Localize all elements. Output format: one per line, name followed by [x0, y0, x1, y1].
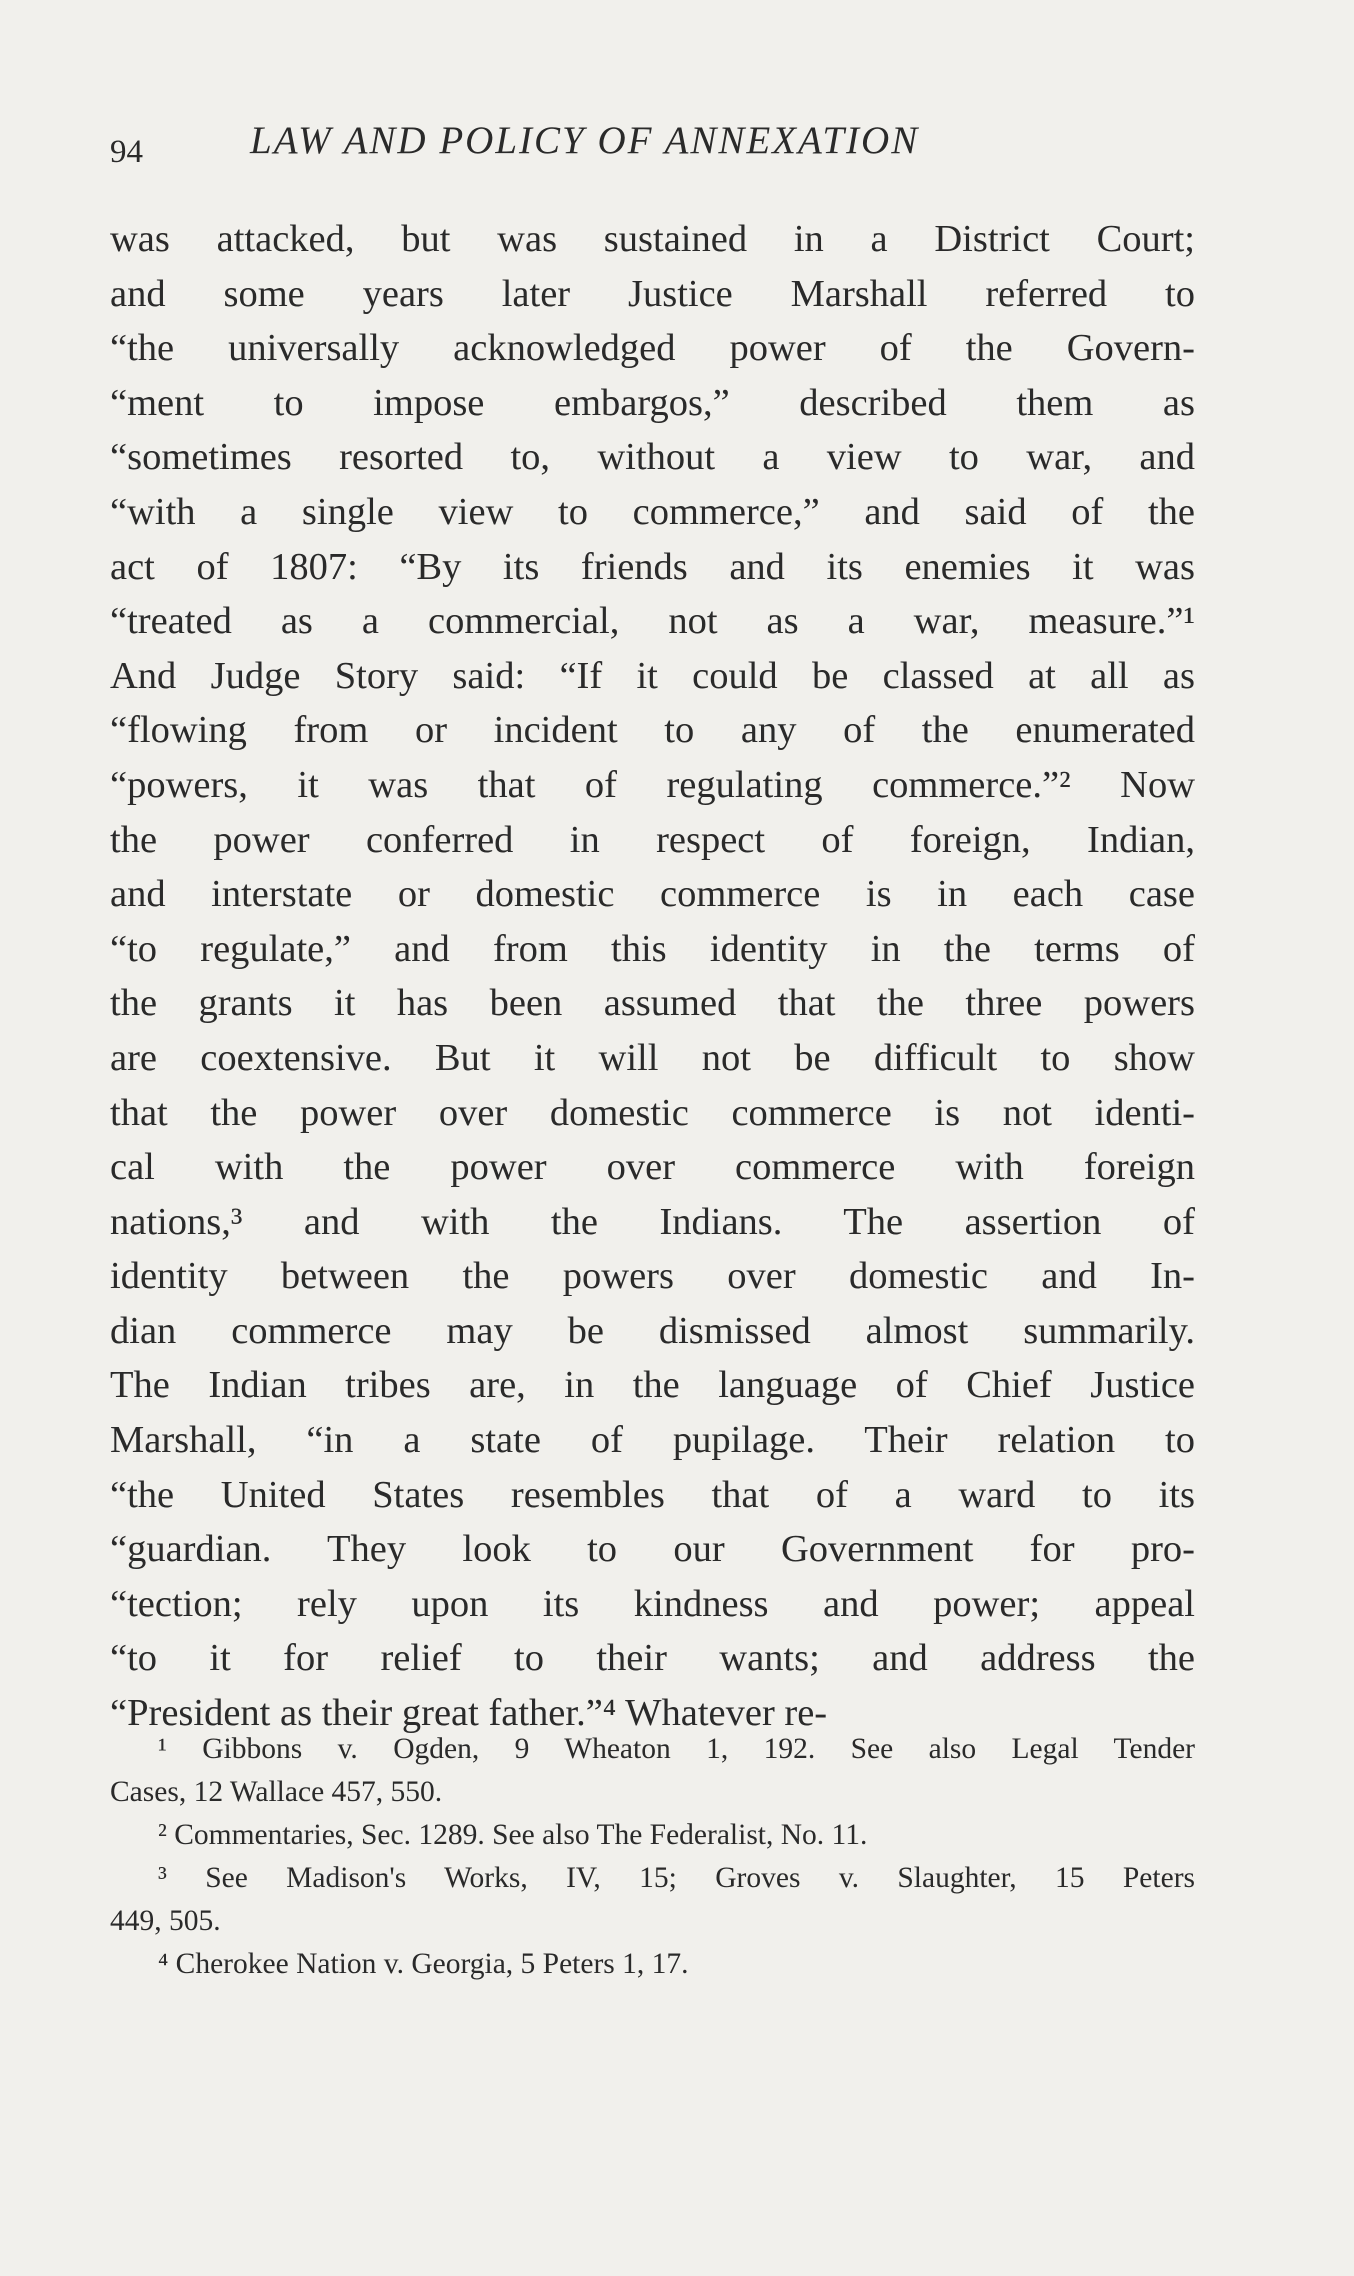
text-line: “guardian. They look to our Government for pro- [110, 1528, 1195, 1571]
text-line: dian commerce may be dismissed almost summarily. [110, 1309, 1195, 1352]
text-line: “with a single view to commerce,” and said of the [110, 490, 1195, 533]
body-text [110, 212, 1195, 1741]
text-line: “flowing from or incident to any of the enumerated [110, 709, 1195, 752]
running-title: LAW AND POLICY OF ANNEXATION [250, 119, 920, 162]
footnote-1: ¹ Gibbons v. Ogden, 9 Wheaton 1, 192. See also Legal Tender [158, 1733, 1195, 1765]
footnotes [110, 1728, 1195, 1986]
text-line: identity between the powers over domestic and In- [110, 1255, 1195, 1298]
text-line: and some years later Justice Marshall referred to [110, 272, 1195, 315]
text-line: “to it for relief to their wants; and address the [110, 1637, 1195, 1680]
text-line: “sometimes resorted to, without a view to war, and [110, 436, 1195, 479]
text-line: that the power over domestic commerce is not identi- [110, 1091, 1195, 1134]
text-line: And Judge Story said: “If it could be classed at all as [110, 654, 1195, 697]
text-line: “to regulate,” and from this identity in the terms of [110, 927, 1195, 970]
text-line: “the United States resembles that of a ward to its [110, 1473, 1195, 1516]
footnote-4: ⁴ Cherokee Nation v. Georgia, 5 Peters 1, 17. [158, 1948, 689, 1980]
text-line: and interstate or domestic commerce is in each case [110, 873, 1195, 916]
text-line: act of 1807: “By its friends and its enemies it was [110, 545, 1195, 588]
text-line: are coextensive. But it will not be difficult to show [110, 1036, 1195, 1079]
text-line: “tection; rely upon its kindness and power; appeal [110, 1582, 1195, 1625]
text-line: the power conferred in respect of foreign, Indian, [110, 818, 1195, 861]
text-line: was attacked, but was sustained in a District Court; [110, 218, 1195, 260]
text-line: cal with the power over commerce with foreign [110, 1146, 1195, 1189]
text-line: “the universally acknowledged power of the Govern- [110, 327, 1195, 370]
text-line: “ment to impose embargos,” described them as [110, 381, 1195, 424]
text-line: Marshall, “in a state of pupilage. Their relation to [110, 1419, 1195, 1462]
footnote-3-continued: 449, 505. [110, 1905, 221, 1937]
footnote-3: ³ See Madison's Works, IV, 15; Groves v. Slaughter, 15 Peters [158, 1862, 1195, 1894]
text-line: “President as their great father.”⁴ Whatever re- [110, 1692, 828, 1735]
text-line: The Indian tribes are, in the language of Chief Justice [110, 1364, 1195, 1407]
footnote-1-continued: Cases, 12 Wallace 457, 550. [110, 1776, 443, 1808]
text-line: “treated as a commercial, not as a war, measure.”¹ [110, 600, 1195, 643]
text-line: nations,³ and with the Indians. The assertion of [110, 1200, 1195, 1243]
text-line: “powers, it was that of regulating commerce.”² Now [110, 763, 1195, 806]
text-line: the grants it has been assumed that the three powers [110, 982, 1195, 1025]
footnote-2: ² Commentaries, Sec. 1289. See also The Federalist, No. 11. [158, 1819, 868, 1851]
page-number: 94 [110, 134, 143, 170]
